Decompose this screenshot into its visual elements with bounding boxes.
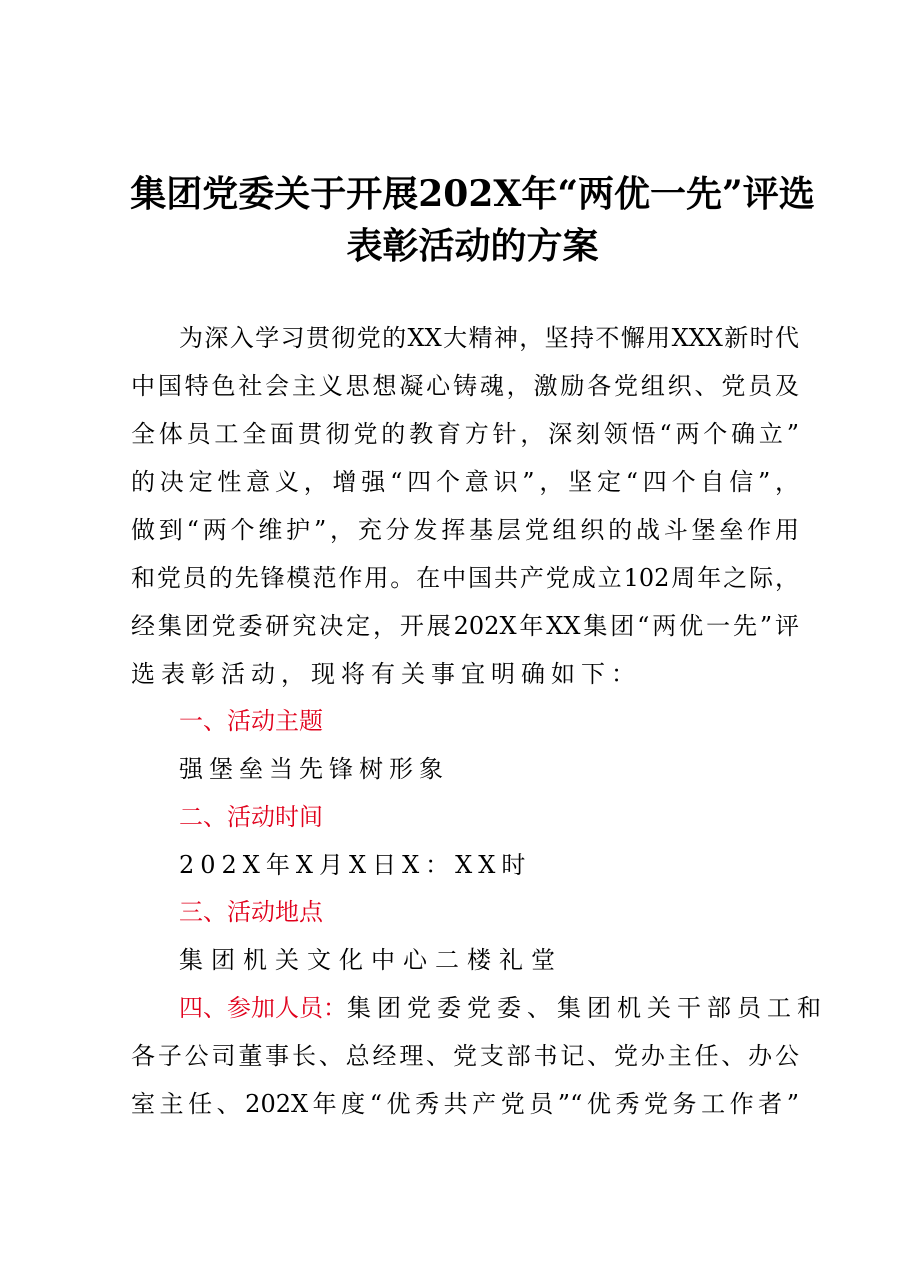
section-4-body-1: 集团党委党委、集团机关干部员工和 [347, 994, 827, 1022]
section-4-line-3: 室主任、202X年度“优秀共产党员”“优秀党务工作者” [131, 1090, 799, 1118]
section-3-body: 集团机关文化中心二楼礼堂 [179, 946, 563, 974]
intro-line-5: 做到“两个维护”，充分发挥基层党组织的战斗堡垒作用 [131, 516, 799, 544]
section-2-heading: 二、活动时间 [179, 803, 323, 831]
section-1-heading: 一、活动主题 [179, 707, 323, 735]
section-3-heading: 三、活动地点 [179, 898, 323, 926]
intro-line-3: 全体员工全面贯彻党的教育方针，深刻领悟“两个确立” [131, 420, 799, 448]
section-2-body: 202X年X月X日X：XX时 [179, 851, 532, 879]
section-4-line-2: 各子公司董事长、总经理、党支部书记、党办主任、办公 [131, 1042, 799, 1070]
intro-line-7: 经集团党委研究决定，开展202X年XX集团“两优一先”评 [131, 612, 799, 640]
intro-line-4: 的决定性意义，增强“四个意识”，坚定“四个自信”， [131, 468, 799, 496]
intro-line-2: 中国特色社会主义思想凝心铸魂，激励各党组织、党员及 [131, 372, 799, 400]
intro-line-8: 选表彰活动，现将有关事宜明确如下： [131, 660, 641, 688]
intro-line-1: 为深入学习贯彻党的XX大精神，坚持不懈用XXX新时代 [179, 324, 799, 352]
section-4-heading: 四、参加人员： [179, 994, 347, 1022]
intro-line-6: 和党员的先锋模范作用。在中国共产党成立102周年之际， [131, 564, 799, 592]
document-title-line-2: 表彰活动的方案 [346, 225, 599, 267]
section-1-body: 强堡垒当先锋树形象 [179, 755, 449, 783]
document-title-line-1: 集团党委关于开展202X年“两优一先”评选 [130, 173, 815, 215]
section-4-line-1 [179, 994, 827, 1022]
